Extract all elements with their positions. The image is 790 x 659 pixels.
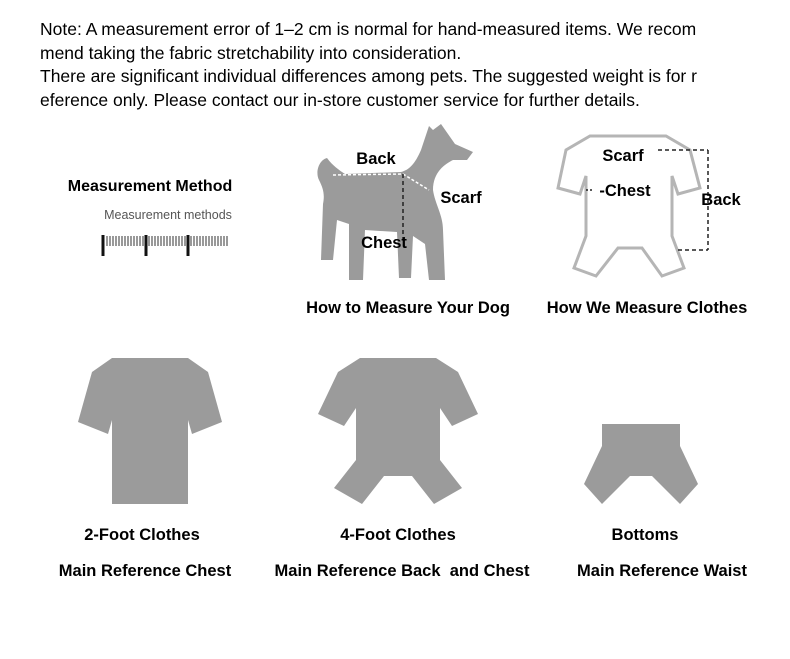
clothes-back-label: Back [701, 191, 741, 209]
dog-scarf-label: Scarf [440, 189, 482, 207]
ruler-icon [98, 230, 234, 260]
size-note [40, 18, 770, 112]
clothes-chest-label: -Chest [599, 182, 651, 200]
dog-chest-label: Chest [361, 234, 407, 252]
type-name-1: 4-Foot Clothes [340, 526, 456, 544]
clothes-caption: How We Measure Clothes [546, 299, 748, 317]
dog-back-label: Back [356, 150, 396, 168]
type-reference-1: Main Reference Back and Chest [274, 562, 530, 580]
dog-caption: How to Measure Your Dog [306, 299, 510, 317]
measurement-method-title: Measurement Method [67, 178, 233, 195]
clothes-scarf-label: Scarf [602, 147, 644, 165]
note-line-3: There are significant individual differences among pets. The suggested weight is for r [40, 66, 697, 86]
measurement-method-subtitle: Measurement methods [104, 208, 232, 222]
note-line-4: eference only. Please contact our in-store customer service for further details. [40, 89, 640, 110]
note-line-2: mend taking the fabric stretchability into consideration. [40, 42, 462, 63]
type-reference-0: Main Reference Chest [58, 562, 232, 580]
type-name-2: Bottoms [611, 526, 679, 544]
type-reference-2: Main Reference Waist [577, 562, 747, 580]
note-line-1: Note: A measurement error of 1–2 cm is normal for hand-measured items. We recom [40, 19, 697, 39]
type-name-0: 2-Foot Clothes [84, 526, 200, 544]
bottoms-icon [582, 424, 700, 506]
four-foot-clothes-icon [312, 358, 484, 506]
two-foot-clothes-icon [78, 358, 222, 506]
